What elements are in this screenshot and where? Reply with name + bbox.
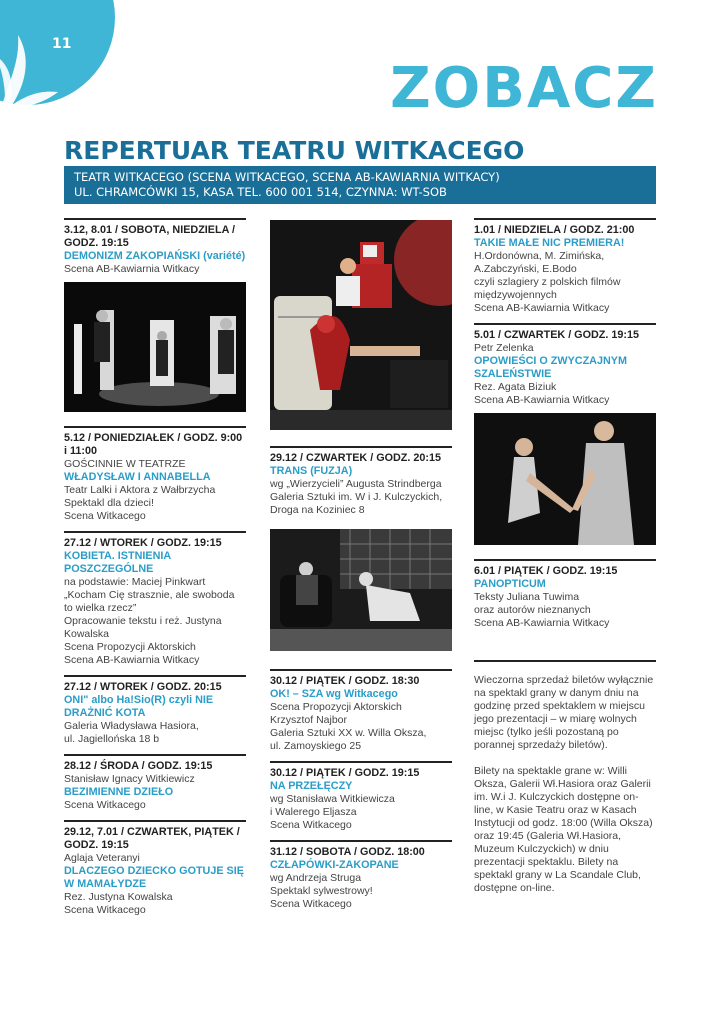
event-item [64,531,246,667]
event-title: TRANS (FUZJA) [270,465,353,477]
event-venue: Scena Witkacego [64,799,146,811]
event-line: Spektakl dla dzieci! [64,497,154,509]
event-date: 5.01 / CZWARTEK / GODZ. 19:15 [474,329,639,341]
event-item [474,218,656,315]
event-line: Rez. Justyna Kowalska [64,891,173,903]
performance-photo [64,282,246,412]
notes-paragraph-2: Bilety na spektakle grane w: Willi Oksza, Galerii Wł.Hasiora oraz Galerii im. W.i J. Kulczyckich dostępne on-line, w Kasie Teatru oraz w Kasach Instytucji od godz. 18:00 (Willa Oksza) oraz 19:45 (Galeria Wł.Hasiora, Muzeum Kulczyckich) w dniu prezentacji spektaklu. Bilety na spektakl grany w La Scandale Club, dostępne on-line. [474,765,653,894]
event-date: 5.12 / PONIEDZIAŁEK / GODZ. 9:00 i 11:00 [64,432,243,457]
event-date: 30.12 / PIĄTEK / GODZ. 18:30 [270,675,420,687]
event-title: NA PRZEŁĘCZY [270,780,353,792]
event-title: PANOPTICUM [474,578,546,590]
event-pre: Stanisław Ignacy Witkiewicz [64,773,195,785]
event-title: KOBIETA. ISTNIENIA POSZCZEGÓLNE [64,550,171,575]
event-line: Galeria Władysława Hasiora, [64,720,199,732]
event-title: TAKIE MAŁE NIC PREMIERA! [474,237,625,249]
performance-photo [270,220,452,430]
event-item [270,761,452,832]
event-venue: Scena AB-Kawiarnia Witkacy [64,263,200,275]
event-item [64,426,246,523]
event-title: DEMONIZM ZAKOPIAŃSKI (variété) [64,250,246,262]
event-title: OK! – SZA wg Witkacego [270,688,398,700]
event-line: Teksty Juliana Tuwima [474,591,580,603]
event-line: wg Stanisława Witkiewicza [270,793,395,805]
section-title: ZOBACZ [390,56,658,121]
event-title: OPOWIEŚCI O ZWYCZAJNYM SZALEŃSTWIE [474,355,627,380]
event-venue: Scena AB-Kawiarnia Witkacy [64,654,200,666]
event-pre: Petr Zelenka [474,342,534,354]
performance-photo [474,413,656,545]
column-3 [474,218,656,895]
venue-bar [64,166,656,204]
event-line: na podstawie: Maciej Pinkwart „Kocham Cię strasznie, ale swoboda to wielka rzecz” [64,576,235,614]
performance-photo [270,529,452,651]
event-line: wg „Wierzycieli” Augusta Strindberga [270,478,442,490]
event-line: i Walerego Eljasza [270,806,357,818]
event-venue: Scena Witkacego [64,510,146,522]
column-2 [270,220,452,911]
event-date: 6.01 / PIĄTEK / GODZ. 19:15 [474,565,618,577]
event-line: Galeria Sztuki XX w. Willa Oksza, [270,727,427,739]
event-line: ul. Zamoyskiego 25 [270,740,362,752]
event-venue: Scena Witkacego [270,819,352,831]
event-line: Droga na Koziniec 8 [270,504,365,516]
event-date: 28.12 / ŚRODA / GODZ. 19:15 [64,760,213,772]
event-line: Scena Propozycji Aktorskich [270,701,402,713]
event-date: 30.12 / PIĄTEK / GODZ. 19:15 [270,767,420,779]
event-line: czyli szlagiery z polskich filmów międzywojennych [474,276,621,301]
event-item [474,323,656,407]
venue-line-2: UL. CHRAMCÓWKI 15, KASA TEL. 600 001 514, CZYNNA: WT-SOB [74,185,447,199]
notes-block [474,660,656,895]
event-line: Rez. Agata Biziuk [474,381,557,393]
event-line: wg Andrzeja Struga [270,872,362,884]
event-venue: Scena AB-Kawiarnia Witkacy [474,394,610,406]
event-venue: Scena AB-Kawiarnia Witkacy [474,302,610,314]
event-line: Scena Propozycji Aktorskich [64,641,196,653]
event-venue: Scena Witkacego [64,904,146,916]
event-pre: Aglaja Veteranyi [64,852,140,864]
event-date: 27.12 / WTOREK / GODZ. 19:15 [64,537,222,549]
event-item [64,675,246,746]
main-title: REPERTUAR TEATRU WITKACEGO [64,136,525,165]
event-line: H.Ordonówna, M. Zimińska, A.Zabczyński, E.Bodo [474,250,605,275]
event-venue: Scena Witkacego [270,898,352,910]
event-title: ONI" albo Ha!Sio(R) czyli NIE DRAŻNIĆ KOTA [64,694,214,719]
event-pre: GOŚCINNIE W TEATRZE [64,458,186,470]
event-title: BEZIMIENNE DZIEŁO [64,786,174,798]
event-item [270,446,452,517]
event-venue: Scena AB-Kawiarnia Witkacy [474,617,610,629]
event-line: oraz autorów nieznanych [474,604,591,616]
event-line: ul. Jagiellońska 18 b [64,733,160,745]
event-date: 29.12, 7.01 / CZWARTEK, PIĄTEK / GODZ. 19:15 [64,826,240,851]
event-item [270,669,452,753]
event-item [64,754,246,812]
event-line: Spektakl sylwestrowy! [270,885,373,897]
leaf-icon [0,30,60,110]
event-date: 27.12 / WTOREK / GODZ. 20:15 [64,681,222,693]
venue-line-1: TEATR WITKACEGO (SCENA WITKACEGO, SCENA AB-KAWIARNIA WITKACY) [74,170,500,184]
event-title: CZŁAPÓWKI-ZAKOPANE [270,859,399,871]
event-line: Opracowanie tekstu i reż. Justyna Kowalska [64,615,222,640]
event-line: Galeria Sztuki im. W i J. Kulczyckich, [270,491,443,503]
event-item [64,820,246,917]
event-title: WŁADYSŁAW I ANNABELLA [64,471,211,483]
event-item [64,218,246,276]
event-item [474,559,656,630]
column-1 [64,218,246,917]
event-date: 31.12 / SOBOTA / GODZ. 18:00 [270,846,425,858]
event-date: 1.01 / NIEDZIELA / GODZ. 21:00 [474,224,635,236]
event-title: DLACZEGO DZIECKO GOTUJE SIĘ W MAMAŁYDZE [64,865,244,890]
notes-paragraph-1: Wieczorna sprzedaż biletów wyłącznie na spektakl grany w danym dniu na godzinę przed spektaklem w miejscu jego prezentacji – w miarę wolnych miejsc (tylko jeśli pozostaną po porannej sprzedaży biletów). [474,674,654,751]
event-item [270,840,452,911]
event-date: 3.12, 8.01 / SOBOTA, NIEDZIELA / GODZ. 19:15 [64,224,235,249]
page-number: 11 [52,36,72,52]
event-date: 29.12 / CZWARTEK / GODZ. 20:15 [270,452,441,464]
event-line: Teatr Lalki i Aktora z Wałbrzycha [64,484,216,496]
event-line: Krzysztof Najbor [270,714,348,726]
